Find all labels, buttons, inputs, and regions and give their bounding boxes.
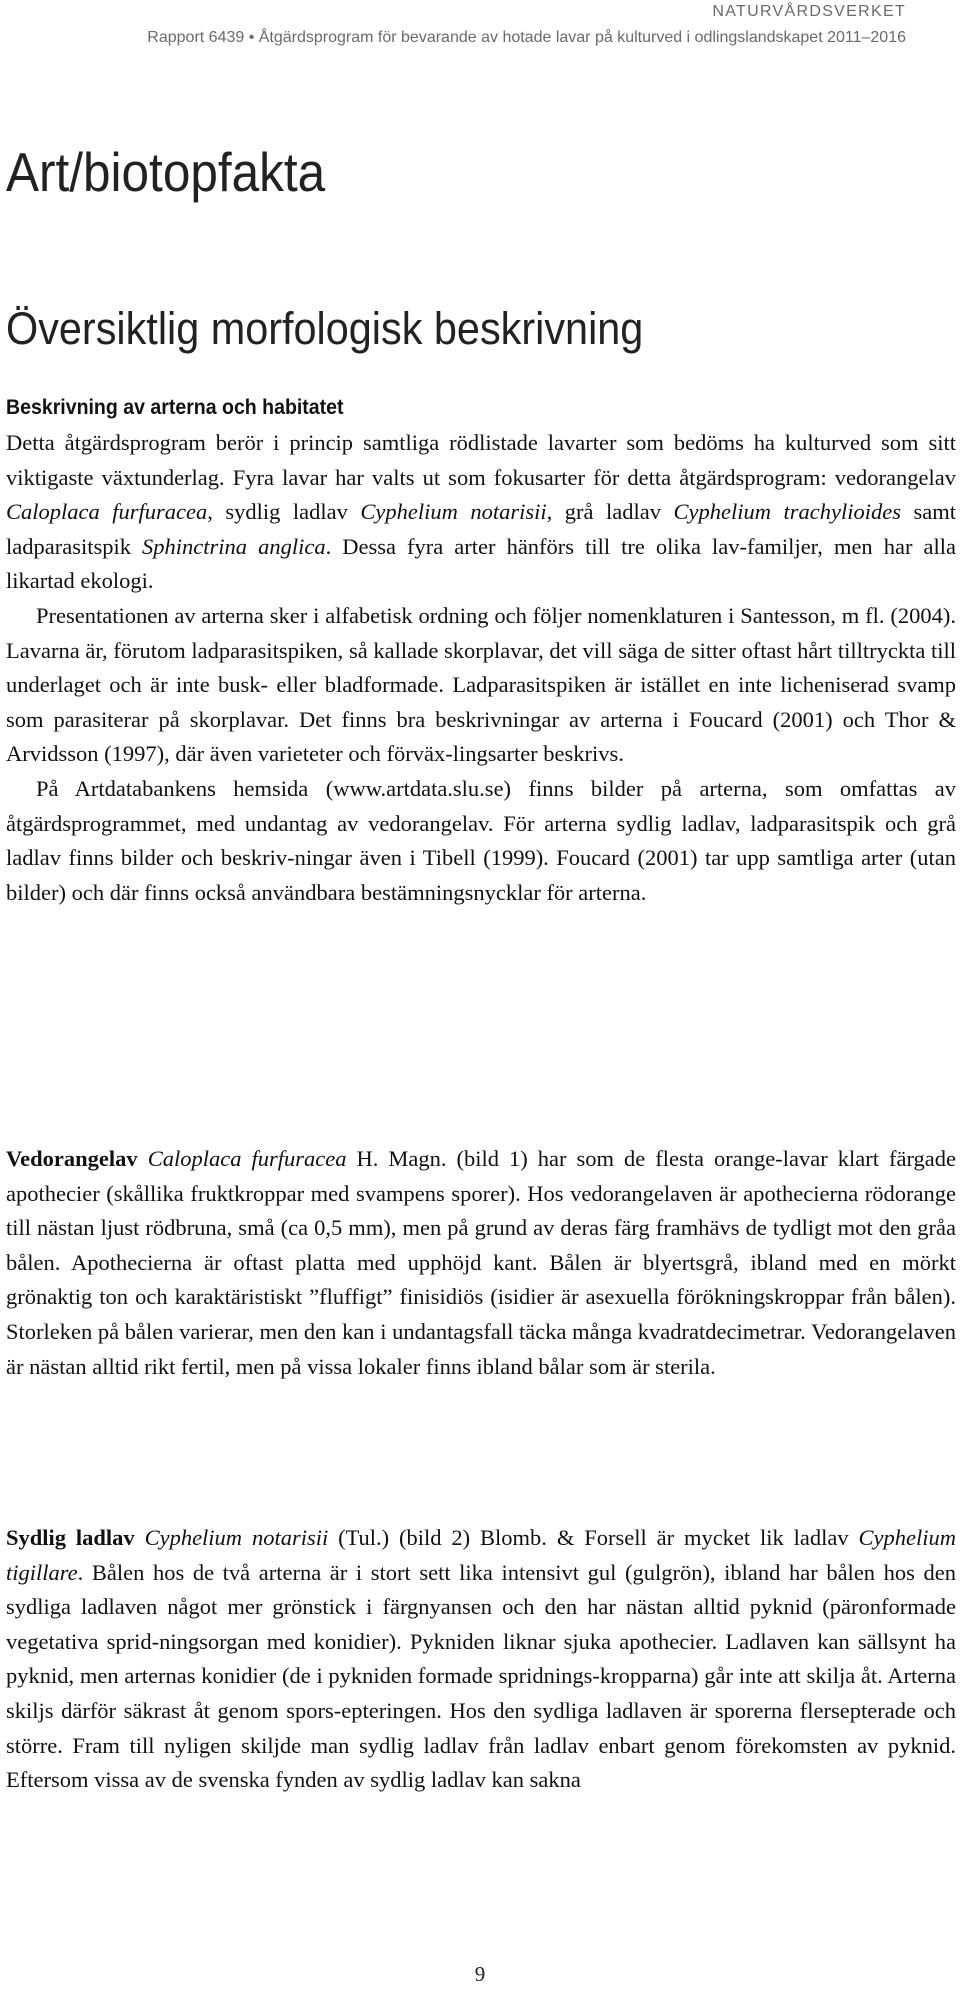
intro-paragraph-1	[6, 426, 956, 599]
scientific-name: Cyphelium notarisii	[144, 1525, 329, 1550]
intro-text-4: samt ladparasitspik	[6, 499, 956, 559]
intro-text-1: Detta åtgärdsprogram berör i princip samtliga rödlistade lavarter som bedöms ha kulturved som sitt viktigaste växtunderlag. Fyra lavar har valts ut som fokusarter för detta åtgärdsprogram: vedorangelav	[6, 430, 956, 490]
scientific-name: Cyphelium trachylioides	[673, 499, 901, 525]
intro-text-5: . Dessa fyra arter hänförs till tre olika lav-familjer, men har alla likartad ekologi.	[6, 533, 956, 594]
species-sydlig-ladlav	[6, 1521, 956, 1798]
page-number: 9	[474, 1962, 486, 1986]
running-header	[147, 2, 906, 49]
species-paragraph	[6, 1142, 956, 1384]
species-paragraph	[6, 1521, 956, 1798]
subheading: Beskrivning av arterna och habitatet	[6, 396, 344, 419]
species-vedorangelav	[6, 1142, 956, 1384]
scientific-name: Caloplaca furfuracea	[6, 499, 208, 525]
intro-section	[6, 426, 956, 910]
species-description: (Tul.) (bild 2) Blomb. & Forsell är mycket lik ladlav	[328, 1525, 859, 1550]
intro-paragraph-3: På Artdatabankens hemsida (www.artdata.slu.se) finns bilder på arterna, som omfattas av åtgärdsprogrammet, med undantag av vedorangelav. För arterna sydlig ladlav, ladparasitspik och grå ladlav finns bilder och beskriv-ningar även i Tibell (1999). Foucard (2001) tar upp samtliga arter (utan bilder) och där finns också användbara bestämningsnycklar för arterna.	[6, 775, 956, 905]
scientific-name: Cyphelium notarisii	[360, 499, 547, 525]
intro-paragraph-2: Presentationen av arterna sker i alfabetisk ordning och följer nomenklaturen i Santesson, m fl. (2004). Lavarna är, förutom ladparasitspiken, så kallade skorplavar, det vill säga de sitter oftast hårt tilltryckta till underlaget och är inte busk- eller bladformade. Ladparasitspiken är istället en inte licheniserad svamp som parasiterar på skorplavar. Det finns bra beskrivningar av arterna i Foucard (2001) och Thor & Arvidsson (1997), där även varieteter och förväx-lingsarter beskrivs.	[6, 602, 956, 767]
header-report-title: Rapport 6439 • Åtgärdsprogram för bevarande av hotade lavar på kulturved i odlingslandskapet 2011–2016	[147, 29, 906, 46]
header-organization: NATURVÅRDSVERKET	[712, 3, 906, 20]
species-description-cont: . Bålen hos de två arterna är i stort sett lika intensivt gul (gulgrön), ibland har bålen hos den sydliga ladlaven något mer grönstick i färgnyansen och den har nästan alltid pyknid (päronformade vegetativa sprid-ningsorgan med konidier). Pykniden liknar sjuka apothecier. Ladlaven kan sällsynt ha pyknid, men arternas konidier (de i pykniden formade spridnings-kropparna) går inte att skilja åt. Arterna skiljs därför säkrast åt genom spors-epteringen. Hos den sydliga ladlaven är sporerna flersepterade och större. Fram till nyligen skiljde man sydlig ladlav från ladlav enbart genom förekomsten av pyknid. Eftersom vissa av de svenska fynden av sydlig ladlav kan sakna	[6, 1559, 956, 1793]
section-title: Art/biotopfakta	[6, 141, 326, 203]
scientific-name: Caloplaca furfuracea	[147, 1146, 347, 1171]
scientific-name: Cyphelium tigillare	[6, 1525, 957, 1585]
subsection-title: Översiktlig morfologisk beskrivning	[6, 303, 644, 354]
species-description: H. Magn. (bild 1) har som de flesta orange-lavar klart färgade apothecier (skållika fruktkroppar med svampens sporer). Hos vedorangelaven är apothecierna rödorange till nästan ljust rödbruna, små (ca 0,5 mm), men på grund av deras färg framhävs de tydligt mot den gråa bålen. Apothecierna är oftast platta med upphöjd kant. Bålen är blyertsgrå, ibland med en mörkt grönaktig ton och karaktäristiskt ”fluffigt” finisidiös (isidier är asexuella förökningskroppar från bålen). Storleken på bålen varierar, men den kan i undantagsfall täcka många kvadratdecimetrar. Vedorangelaven är nästan alltid rikt fertil, men på vissa lokaler finns ibland bålar som är sterila.	[6, 1146, 957, 1379]
species-name: Vedorangelav	[6, 1146, 138, 1171]
intro-text-2: , sydlig ladlav	[207, 499, 361, 525]
species-name: Sydlig ladlav	[6, 1525, 135, 1550]
intro-text-3: , grå ladlav	[546, 499, 674, 525]
scientific-name: Sphinctrina anglica	[142, 533, 326, 559]
